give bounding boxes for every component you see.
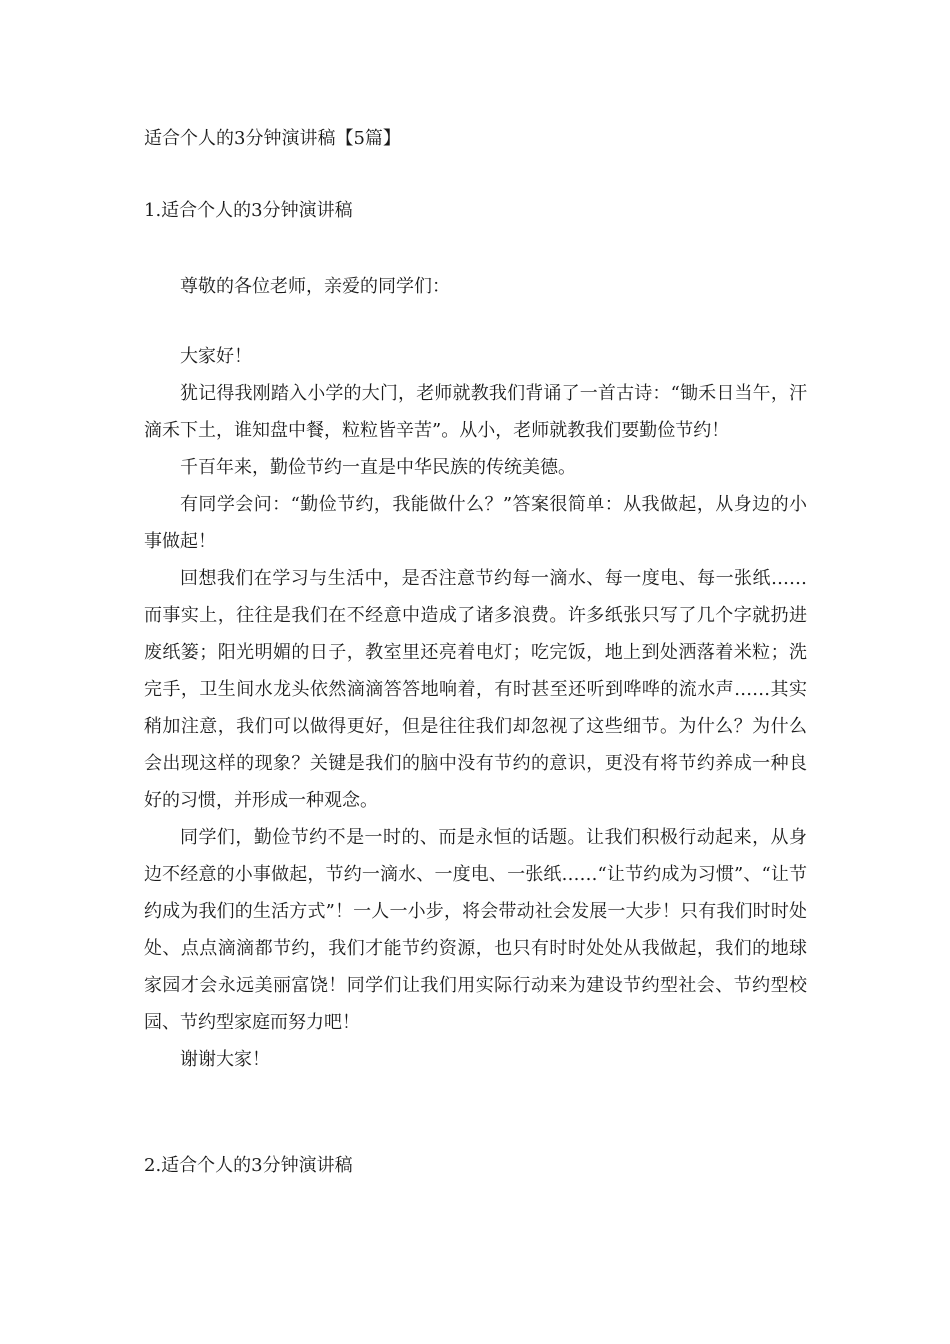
paragraph-call-to-action: 同学们，勤俭节约不是一时的、而是永恒的话题。让我们积极行动起来，从身边不经意的小事做起，节约一滴水、一度电、一张纸……“让节约成为习惯”、“让节约成为我们的生活方式”！一人一小步，将会带动社会发展一大步！只有我们时时处处、点点滴滴都节约，我们才能节约资源，也只有时时处处从我做起，我们的地球家园才会永远美丽富饶！同学们让我们用实际行动来为建设节约型社会、节约型校园、节约型家庭而努力吧！ [144, 827, 807, 1033]
paragraph-tradition: 千百年来，勤俭节约一直是中华民族的传统美德。 [180, 457, 576, 478]
section-heading-1: 1.适合个人的3分钟演讲稿 [144, 200, 353, 221]
speech-body [144, 338, 807, 1078]
paragraph-question: 有同学会问：“勤俭节约，我能做什么？”答案很简单：从我做起，从身边的小事做起！ [144, 494, 807, 552]
section-heading-2: 2.适合个人的3分钟演讲稿 [144, 1155, 353, 1176]
document-title: 适合个人的3分钟演讲稿【5篇】 [144, 128, 401, 149]
paragraph-poem: 犹记得我刚踏入小学的大门，老师就教我们背诵了一首古诗：“锄禾日当午，汗滴禾下土，谁知盘中餐，粒粒皆辛苦”。从小，老师就教我们要勤俭节约！ [144, 383, 807, 441]
paragraph-greeting: 大家好！ [180, 346, 252, 367]
paragraph-reflection: 回想我们在学习与生活中，是否注意节约每一滴水、每一度电、每一张纸……而事实上，往往是我们在不经意中造成了诸多浪费。许多纸张只写了几个字就扔进废纸篓；阳光明媚的日子，教室里还亮着电灯；吃完饭，地上到处洒落着米粒；洗完手，卫生间水龙头依然滴滴答答地响着，有时甚至还听到哗哗的流水声……其实稍加注意，我们可以做得更好，但是往往我们却忽视了这些细节。为什么？为什么会出现这样的现象？关键是我们的脑中没有节约的意识，更没有将节约养成一种良好的习惯，并形成一种观念。 [144, 568, 807, 811]
salutation: 尊敬的各位老师，亲爱的同学们： [180, 276, 450, 297]
paragraph-thanks: 谢谢大家！ [180, 1049, 270, 1070]
